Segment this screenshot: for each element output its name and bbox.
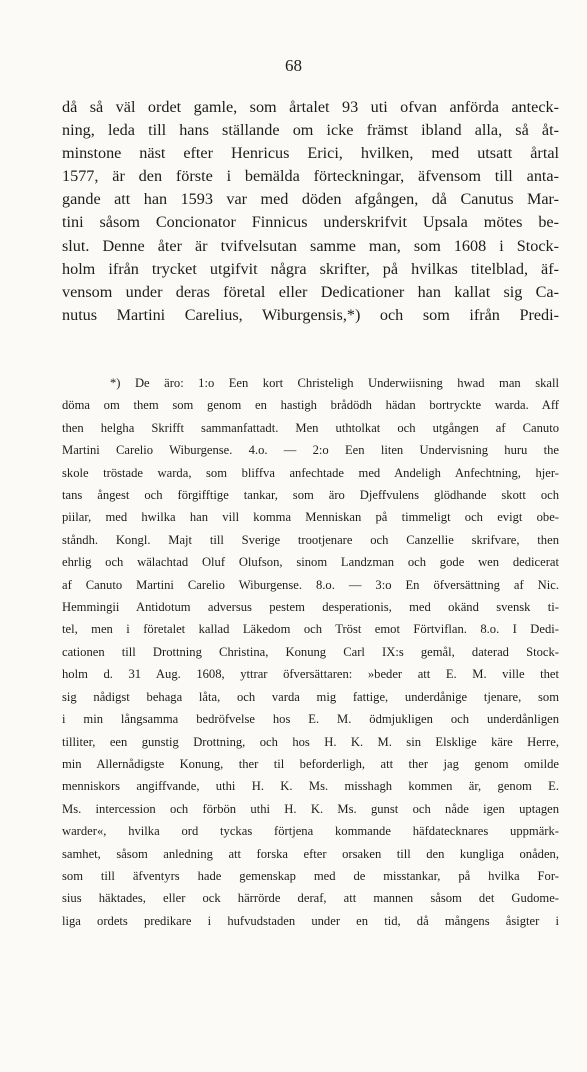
body-line: vensom under deras företal eller Dedicationer han kallat sig Ca- bbox=[62, 282, 559, 301]
footnote-line: af Canuto Martini Carelio Wiburgense. 8.o. — 3:o En öfversättning af Nic. bbox=[62, 577, 559, 592]
footnote-line: Martini Carelio Wiburgense. 4.o. — 2:o Een liten Undervisning huru the bbox=[62, 443, 559, 458]
footnote-line: tans ångest och förgifftige tankar, som äro Djeffvulens glödhande skott och bbox=[62, 488, 559, 503]
footnote-line: sius häktades, eller ock härrörde deraf, att mannen såsom det Gudome- bbox=[62, 891, 559, 906]
page-number: 68 bbox=[285, 56, 302, 75]
footnote-line: liga ordets predikare i hufvudstaden under en tid, då mångens åsigter i bbox=[62, 913, 559, 928]
footnote-line: Ms. intercession och förbön uthi H. K. Ms. gunst och nåde igen uptagen bbox=[62, 801, 559, 816]
body-line: 1577, är den förste i bemälda förteckningar, äfvensom till anta- bbox=[62, 167, 559, 186]
footnote-line: *) De äro: 1:o Een kort Christeligh Underwiisning hwad man skall bbox=[110, 376, 559, 390]
body-line: gande att han 1593 var med döden afgången, då Canutus Mar- bbox=[62, 190, 559, 209]
footnote-line: tilliter, een gunstig Drottning, och hos H. K. M. sin Elsklige käre Herre, bbox=[62, 734, 559, 749]
body-line: minstone näst efter Henricus Erici, hvilken, med utsatt årtal bbox=[62, 144, 559, 163]
footnote-line: cationen till Drottning Christina, Konung Carl IX:s gemål, daterad Stock- bbox=[62, 644, 559, 659]
footnote-line: i min långsamma bedröfvelse hos E. M. ödmjukligen och underdånligen bbox=[62, 712, 559, 727]
footnote-line: ståndh. Kongl. Majt till Sverige trootjenare och Canzellie skrifvare, then bbox=[62, 532, 559, 547]
body-line: slut. Denne åter är tvifvelsutan samme man, som 1608 i Stock- bbox=[62, 236, 559, 255]
footnote-line: ehrlig och wälachtad Oluf Olufson, sinom Landzman och gode wen dedicerat bbox=[62, 555, 559, 570]
body-line: då så väl ordet gamle, som årtalet 93 uti ofvan anförda anteck- bbox=[62, 98, 559, 116]
footnote-line: sig nådigst behaga låta, och varda mig fattige, underdånige tjenare, som bbox=[62, 689, 559, 704]
footnote-line: som till äfventyrs hade gemenskap med de misstankar, på hvilka For- bbox=[62, 868, 559, 883]
main-text bbox=[62, 96, 559, 327]
footnote-line: holm d. 31 Aug. 1608, yttrar öfversättaren: »beder att E. M. ville thet bbox=[62, 667, 559, 682]
footnote-line: piilar, med hwilka han vill komma Menniskan på timmeligt och evigt obe- bbox=[62, 510, 559, 525]
footnote-line: menniskors angiffvande, uthi H. K. Ms. misshagh kommen är, genom E. bbox=[62, 779, 559, 794]
footnote bbox=[62, 372, 559, 932]
footnote-line: skole tröstade warda, som bliffva anfechtade med Andeligh Anfechtning, hjer- bbox=[62, 465, 559, 480]
body-line: holm ifrån trycket utgifvit några skrifter, på hvilkas titelblad, äf- bbox=[62, 259, 559, 278]
footnote-line: warder«, hvilka ord tyckas förtjena kommande häfdatecknares uppmärk- bbox=[62, 824, 559, 839]
body-line: nutus Martini Carelius, Wiburgensis,*) och som ifrån Predi- bbox=[62, 305, 559, 324]
body-line: tini såsom Concionator Finnicus underskrifvit Upsala mötes be- bbox=[62, 213, 559, 232]
footnote-line: then helgha Skrifft sammanfattadt. Men uthtolkat och utgången af Canuto bbox=[62, 420, 559, 435]
footnote-line: tel, men i företalet kallad Läkedom och Tröst emot Förtviflan. 8.o. I Dedi- bbox=[62, 622, 559, 637]
body-line: ning, leda till hans ställande om icke främst ibland alla, så åt- bbox=[62, 121, 559, 140]
footnote-line: Hemmingii Antidotum adversus pestem desperationis, med okänd svensk ti- bbox=[62, 600, 559, 615]
footnote-line: min Allernådigste Konung, ther til beforderligh, att ther jag genom omilde bbox=[62, 756, 559, 771]
footnote-line: samhet, såsom anledning att forska efter orsaken till den kungliga onåden, bbox=[62, 846, 559, 861]
footnote-line: döma om them som genom en hastigh brådödh hädan bortryckte warda. Aff bbox=[62, 398, 559, 413]
